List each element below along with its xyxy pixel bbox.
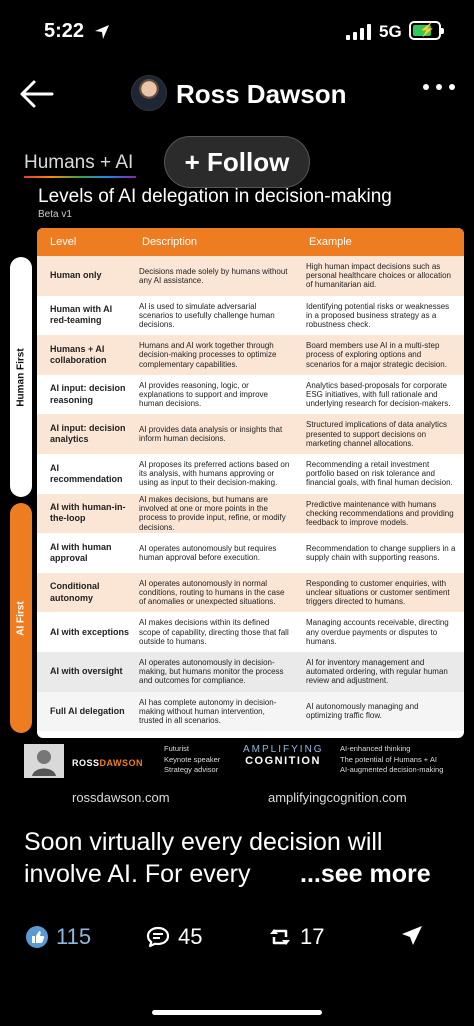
ross-dawson-wordmark: ROSSDAWSON [72,758,144,768]
cell-example: High human impact decisions such as personal healthcare choices or allocation of humanitarian aid. [306,262,451,290]
table-row [37,494,464,534]
table-row [37,652,464,692]
table-row [37,256,464,296]
cell-level: AI with human approval [50,541,112,563]
battery-icon [409,21,441,40]
footer-logos [0,744,474,820]
cell-description: AI operates autonomously in decision-making, but humans monitor the process and outcomes for compliance. [139,657,284,686]
comment-button[interactable] [146,924,202,950]
charging-bolt-icon: ⚡ [419,22,436,37]
ross-dawson-logo-photo [24,744,64,778]
human-first-band: Human First [10,257,32,497]
repost-button[interactable] [268,924,324,950]
cell-example: Managing accounts receivable, directing any overdue payments or disputes to humans. [306,618,449,646]
post-image[interactable] [0,140,474,820]
cell-example: Responding to customer enquiries, with unclear situations or customer sentiment triggers directed to humans. [306,578,450,607]
brand-label: Humans + AI [24,152,134,173]
status-bar [0,0,474,62]
back-arrow-icon[interactable] [16,76,56,112]
cell-description: AI has complete autonomy in decision-making without human intervention, trusted in all scenarios. [139,697,277,725]
column-header-description: Description [142,236,198,248]
follow-button[interactable] [164,136,310,188]
cell-example: Board members use AI in a multi-step process of exploring options and scenarios for a major strategic decision. [306,341,447,369]
amplifying-cognition-logo: AMPLIFYING COGNITION [243,744,324,767]
table-row [37,533,464,573]
table-row [37,612,464,652]
home-indicator[interactable] [152,1010,322,1015]
cell-level: Humans + AI collaboration [50,343,107,365]
network-type: 5G [379,22,402,41]
cell-level: AI with oversight [50,666,123,677]
cell-description: AI provides data analysis or insights that inform human decisions. [139,424,283,444]
cell-level: AI with exceptions [50,626,130,637]
more-options-icon[interactable] [422,82,456,92]
table-row [37,454,464,494]
cell-level: Full AI delegation [50,705,125,716]
portrait-icon [29,746,59,776]
cell-example: Recommending a retail investment portfolio based on risk tolerance and financial goals, with final human decision. [306,459,453,488]
cell-example: Identifying potential risks or weaknesses in a proposed business strategy as a robustness check. [306,301,450,329]
cell-description: AI is used to simulate adversarial scenarios to usefully challenge human decisions. [139,301,275,329]
cell-description: AI provides reasoning, logic, or explanations to support and improve human decisions. [139,380,268,409]
url-rossdawson: rossdawson.com [72,790,170,805]
cell-description: AI makes decisions within its defined scope of capability, directing those that fall outside to humans. [139,618,289,646]
cell-level: Human with AI red-teaming [50,304,113,326]
cell-level: Conditional autonomy [50,581,100,603]
table-row [37,375,464,415]
cell-level: AI with human-in-the-loop [50,502,126,524]
comment-count: 45 [178,924,203,949]
ai-first-band: AI First [10,503,32,733]
cell-example: Analytics based-proposals for corporate ESG initiatives, with full rationale and underlying research for decision-makers. [306,380,451,409]
social-actions [0,920,474,956]
cell-description: Humans and AI work together through decision-making processes to optimize complementary capabilities. [139,341,277,369]
send-button[interactable] [400,924,424,948]
cellular-signal-icon [346,24,372,40]
send-icon [400,924,424,948]
table-row [37,573,464,613]
like-count: 115 [56,924,92,949]
ross-dawson-roles: Futurist Keynote speaker Strategy advisor [164,744,221,774]
document-title: Levels of AI delegation in decision-making [38,186,392,207]
comment-icon [146,926,170,948]
author-name[interactable]: Ross Dawson [176,79,347,109]
see-more-link[interactable]: ...see more [300,860,431,888]
status-time: 5:22 [44,20,85,42]
url-amplifyingcognition: amplifyingcognition.com [268,790,407,805]
table-header [37,228,464,256]
cell-description: AI makes decisions, but humans are involved at one or more points in the process to provide input, refine, or modify decisions. [139,494,286,532]
location-arrow-icon [94,24,110,40]
cell-description: AI proposes its preferred actions based on its analysis, with humans approving or using as input to their decision-making. [139,459,290,488]
post-caption: Soon virtually every decision will involve AI. For every [24,828,383,888]
cell-level: AI recommendation [50,462,123,484]
cell-description: AI operates autonomously in normal conditions, routing to humans in the case of anomalies or unexpected situations. [139,578,285,607]
cell-example: AI for inventory management and automated ordering, with regular human review and adjustment. [306,657,448,686]
cell-example: AI autonomously managing and optimizing traffic flow. [306,702,419,721]
table-row [37,335,464,375]
table-row [37,414,464,454]
cell-level: Human only [50,270,102,281]
amplifying-cognition-topics: AI-enhanced thinking The potential of Humans + AI AI-augmented decision-making [340,744,444,774]
table-row [37,296,464,336]
table-body [37,256,464,731]
document-subtitle: Beta v1 [38,209,72,220]
cell-level: AI input: decision reasoning [50,383,126,405]
cell-description: AI operates autonomously but requires human approval before execution. [139,543,277,562]
column-header-example: Example [309,236,352,248]
thumbs-up-icon [26,926,48,948]
cell-example: Recommendation to change suppliers in a supply chain with supporting reasons. [306,543,456,562]
cell-example: Structured implications of data analytics presented to support decisions on marketing channel allocations. [306,420,447,448]
cell-level: AI input: decision analytics [50,422,126,445]
follow-label: + Follow [184,146,290,177]
repost-icon [268,925,292,949]
cell-description: Decisions made solely by humans without any AI assistance. [139,266,288,285]
table-row [37,692,464,732]
author-avatar[interactable] [131,75,167,111]
cell-example: Predictive maintenance with humans checking recommendations and providing feedback to improve models. [306,499,454,527]
delegation-table [37,228,464,738]
brand-underline [24,176,136,178]
column-header-level: Level [50,236,77,248]
like-button[interactable] [26,924,91,950]
repost-count: 17 [300,924,325,949]
